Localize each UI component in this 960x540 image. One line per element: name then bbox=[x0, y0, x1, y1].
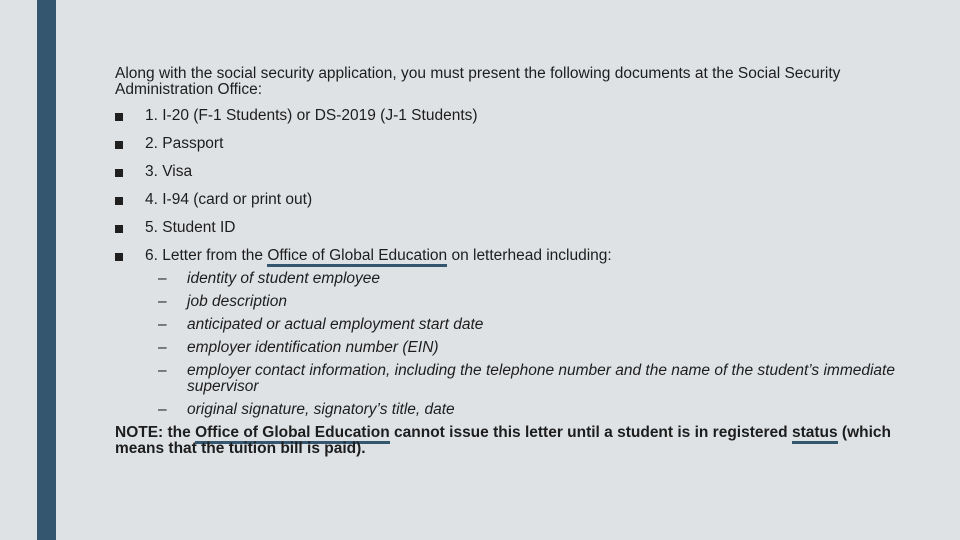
requirement-text: anticipated or actual employment start date bbox=[187, 316, 484, 333]
document-item-i94 bbox=[115, 192, 895, 208]
document-label: 4. I-94 (card or print out) bbox=[145, 191, 313, 208]
square-bullet-icon bbox=[115, 141, 123, 149]
document-item-passport bbox=[115, 136, 895, 152]
requirement-item bbox=[145, 294, 895, 310]
requirement-item bbox=[145, 271, 895, 287]
note-middle: cannot issue this letter until a student is in registered bbox=[389, 424, 792, 441]
requirement-text: original signature, signatory’s title, date bbox=[187, 401, 455, 418]
dash-bullet-icon: – bbox=[158, 270, 167, 287]
documents-list bbox=[115, 108, 895, 418]
document-item-i20 bbox=[115, 108, 895, 124]
document-label: 2. Passport bbox=[145, 135, 224, 152]
letter-prefix: 6. Letter from the bbox=[145, 247, 268, 264]
square-bullet-icon bbox=[115, 197, 123, 205]
document-item-visa bbox=[115, 164, 895, 180]
square-bullet-icon bbox=[115, 169, 123, 177]
square-bullet-icon bbox=[115, 225, 123, 233]
document-item-student-id bbox=[115, 220, 895, 236]
requirement-item bbox=[145, 363, 895, 395]
square-bullet-icon bbox=[115, 113, 123, 121]
dash-bullet-icon: – bbox=[158, 362, 167, 379]
requirement-item bbox=[145, 402, 895, 418]
slide-content bbox=[115, 66, 895, 457]
document-item-letter bbox=[115, 248, 895, 418]
letter-suffix: on letterhead including: bbox=[447, 247, 612, 264]
document-label: 5. Student ID bbox=[145, 219, 236, 236]
requirement-text: job description bbox=[187, 293, 287, 310]
dash-bullet-icon: – bbox=[158, 339, 167, 356]
dash-bullet-icon: – bbox=[158, 316, 167, 333]
requirement-item bbox=[145, 340, 895, 356]
note-prefix: NOTE: the bbox=[115, 424, 196, 441]
note-text bbox=[115, 425, 895, 457]
status-word: status bbox=[792, 424, 838, 444]
document-label: 1. I-20 (F-1 Students) or DS-2019 (J-1 Students) bbox=[145, 107, 478, 124]
office-of-global-education-link-note[interactable]: Office of Global Education bbox=[195, 424, 390, 444]
letter-requirements-list bbox=[145, 271, 895, 418]
requirement-text: employer contact information, including the telephone number and the name of the student’s immediate supervisor bbox=[187, 362, 895, 395]
left-accent-bar bbox=[37, 0, 56, 540]
dash-bullet-icon: – bbox=[158, 401, 167, 418]
dash-bullet-icon: – bbox=[158, 293, 167, 310]
intro-text: Along with the social security application, you must present the following documents at the Social Security Administration Office: bbox=[115, 65, 841, 98]
square-bullet-icon bbox=[115, 253, 123, 261]
note-suffix: (which means that the tuition bill is paid). bbox=[115, 424, 891, 457]
document-label: 3. Visa bbox=[145, 163, 193, 180]
office-of-global-education-link[interactable]: Office of Global Education bbox=[267, 247, 447, 267]
requirement-item bbox=[145, 317, 895, 333]
requirement-text: identity of student employee bbox=[187, 270, 381, 287]
requirement-text: employer identification number (EIN) bbox=[187, 339, 439, 356]
